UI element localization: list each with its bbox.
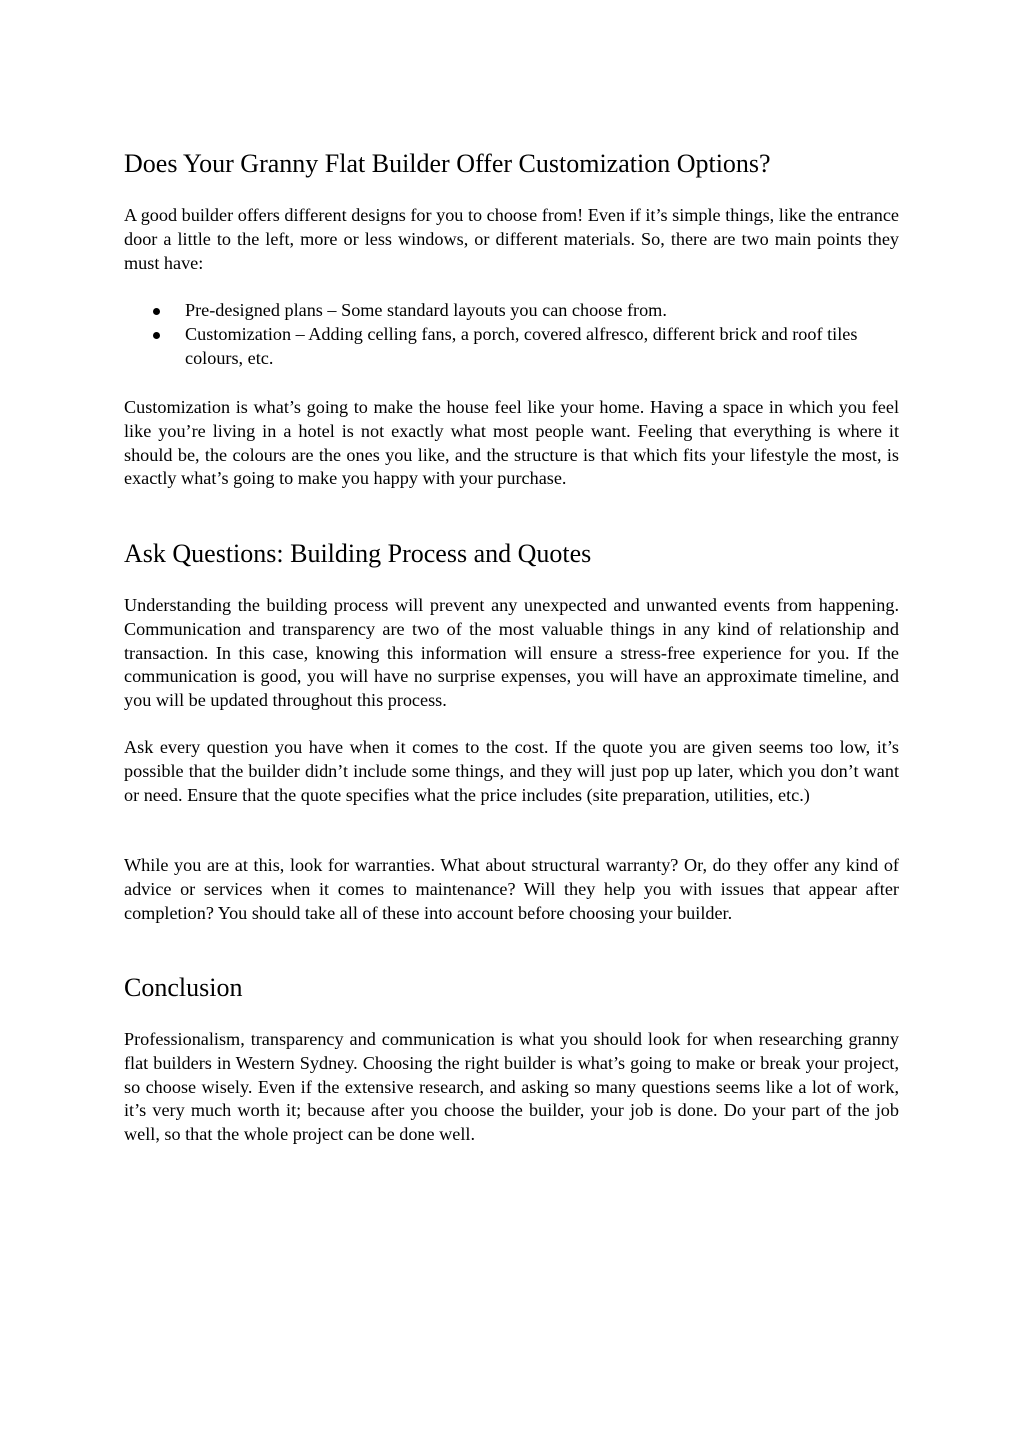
paragraph-warranties: While you are at this, look for warranties. What about structural warranty? Or, do they offer any kind of advice or services when it comes to maintenance? Will they help you with issues that appear after completion? You should take all of these into account before choosing your builder.	[124, 855, 899, 923]
bullet-icon	[153, 308, 160, 315]
heading-conclusion: Conclusion	[124, 973, 243, 1002]
list-item	[124, 299, 899, 323]
paragraph-customization-intro: A good builder offers different designs for you to choose from! Even if it’s simple things, like the entrance door a little to the left, more or less windows, or different materials. So, there are two main points they must have:	[124, 205, 899, 273]
heading-ask-questions: Ask Questions: Building Process and Quotes	[124, 539, 592, 568]
list-item-text: Customization – Adding celling fans, a porch, covered alfresco, different brick and roof tiles colours, etc.	[185, 323, 858, 368]
paragraph-customization-home: Customization is what’s going to make the house feel like your home. Having a space in which you feel like you’re living in a hotel is not exactly what most people want. Feeling that everything is where it should be, the colours are the ones you like, and the structure is that which fits your lifestyle the most, is exactly what’s going to make you happy with your purchase.	[124, 397, 899, 489]
paragraph-conclusion: Professionalism, transparency and communication is what you should look for when researching granny flat builders in Western Sydney. Choosing the right builder is what’s going to make or break your project, so choose wisely. Even if the extensive research, and asking so many questions seems like a lot of work, it’s very much worth it; because after you choose the builder, your job is done. Do your part of the job well, so that the whole project can be done well.	[124, 1029, 899, 1145]
paragraph-cost-questions: Ask every question you have when it comes to the cost. If the quote you are given seems too low, it’s possible that the builder didn’t include some things, and they will just pop up later, which you don’t want or need. Ensure that the quote specifies what the price includes (site preparation, utilities, etc.)	[124, 737, 899, 805]
heading-customization: Does Your Granny Flat Builder Offer Customization Options?	[124, 149, 771, 178]
paragraph-building-process: Understanding the building process will prevent any unexpected and unwanted events from happening. Communication and transparency are two of the most valuable things in any kind of relationship and transaction. In this case, knowing this information will ensure a stress-free experience for you. If the communication is good, you will have no surprise expenses, you will have an approximate timeline, and you will be updated throughout this process.	[124, 595, 899, 711]
bullet-icon	[153, 332, 160, 339]
bullet-list-customization	[124, 299, 899, 370]
list-item	[124, 323, 899, 371]
list-item-text: Pre-designed plans – Some standard layouts you can choose from.	[185, 300, 667, 320]
